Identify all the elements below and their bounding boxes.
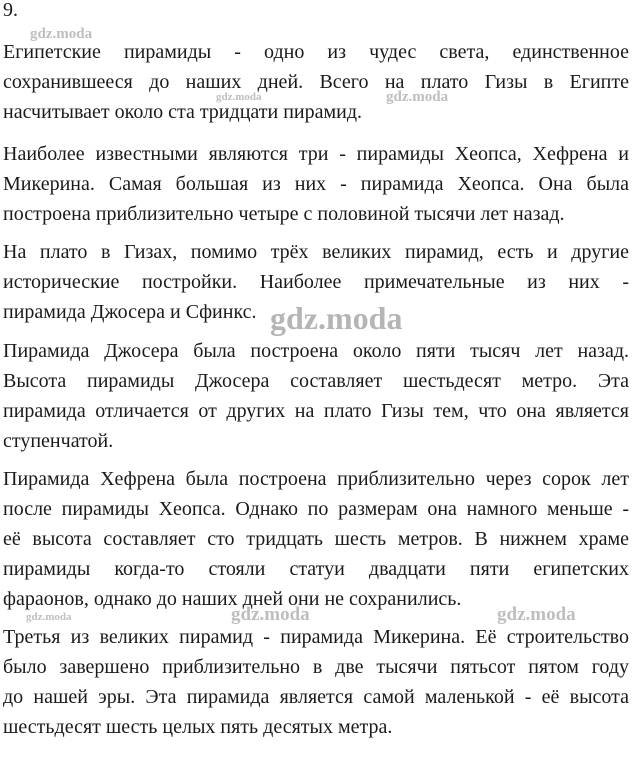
paragraph-line: Высота пирамиды Джосера составляет шестьдесят метро. Эта bbox=[3, 370, 629, 392]
paragraph-1 bbox=[3, 37, 629, 127]
watermark: gdz.moda bbox=[270, 300, 403, 336]
paragraph-line: пирамида Джосера и Сфинкс. bbox=[3, 301, 257, 323]
paragraph-line: Наиболее известными являются три - пирамиды Хеопса, Хефрена и bbox=[3, 143, 629, 165]
paragraph-line: пирамиды когда-то стояли статуи двадцати пяти египетских bbox=[3, 558, 629, 580]
paragraph-line: сохранившееся до наших дней. Всего на плато Гизы в Египте bbox=[3, 71, 629, 93]
paragraph-4 bbox=[3, 336, 629, 456]
paragraph-line: ступенчатой. bbox=[3, 430, 114, 452]
paragraph-line: фараонов, однако до наших дней они не сохранились. bbox=[3, 588, 462, 610]
paragraph-2 bbox=[3, 139, 629, 229]
watermark: gdz.moda bbox=[26, 611, 72, 623]
watermark: gdz.moda bbox=[497, 604, 576, 625]
paragraph-5 bbox=[3, 464, 629, 614]
paragraph-3 bbox=[3, 237, 629, 327]
paragraph-line: исторические постройки. Наиболее примечательные из них - bbox=[3, 271, 629, 293]
watermark: gdz.moda bbox=[231, 604, 310, 625]
paragraph-line: Пирамида Джосера была построена около пяти тысяч лет назад. bbox=[3, 340, 629, 362]
watermark: gdz.moda bbox=[386, 89, 449, 105]
paragraph-line: насчитывает около ста тридцати пирамид. bbox=[3, 101, 363, 123]
paragraph-line: Египетские пирамиды - одно из чудес света, единственное bbox=[3, 41, 629, 63]
paragraph-line: шестьдесят шесть целых пять десятых метра. bbox=[3, 716, 393, 738]
paragraph-line: пирамида отличается от других на плато Гизы тем, что она является bbox=[3, 400, 629, 422]
paragraph-line: после пирамиды Хеопса. Однако по размерам она намного меньше - bbox=[3, 498, 629, 520]
paragraph-line: её высота составляет сто тридцать шесть метров. В нижнем храме bbox=[3, 528, 629, 550]
paragraph-6 bbox=[3, 622, 629, 742]
paragraph-line: Третья из великих пирамид - пирамида Микерина. Её строительство bbox=[3, 626, 629, 648]
paragraph-line: Пирамида Хефрена была построена приблизительно через сорок лет bbox=[3, 468, 629, 490]
paragraph-line: Микерина. Самая большая из них - пирамида Хеопса. Она была bbox=[3, 173, 629, 195]
paragraph-line: На плато в Гизах, помимо трёх великих пирамид, есть и другие bbox=[3, 241, 629, 263]
paragraph-line: построена приблизительно четыре с половиной тысячи лет назад. bbox=[3, 203, 565, 225]
watermark: gdz.moda bbox=[30, 26, 93, 42]
paragraph-line: до нашей эры. Эта пирамида является самой маленькой - её высота bbox=[3, 686, 629, 708]
task-number: 9. bbox=[3, 0, 18, 21]
watermark: gdz.moda bbox=[216, 91, 262, 103]
paragraph-line: было завершено приблизительно в две тысячи пятьсот пятом году bbox=[3, 656, 629, 678]
